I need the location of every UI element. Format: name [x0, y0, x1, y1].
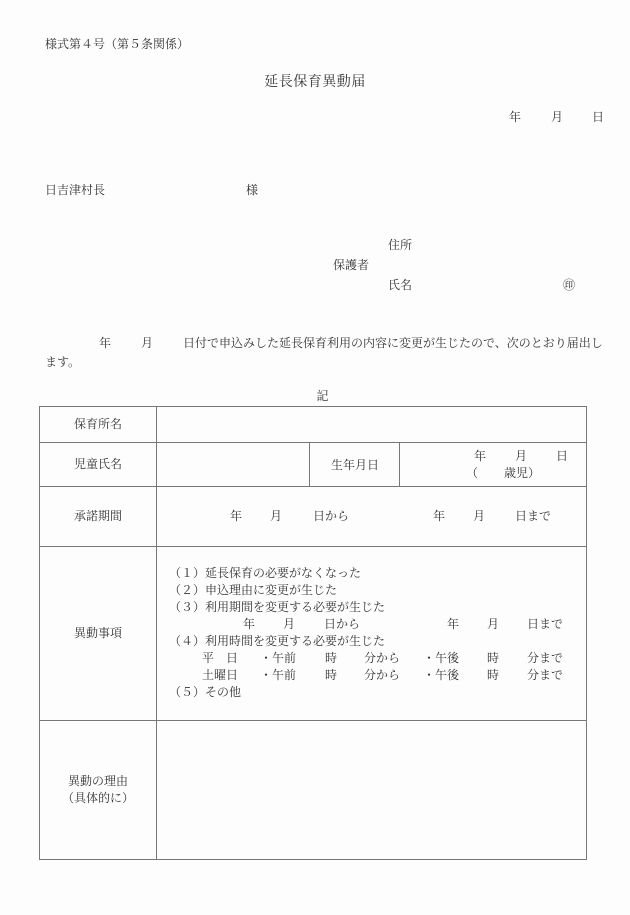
saturday-pm: ・午後	[423, 668, 460, 682]
weekday-am-hour: 時	[325, 651, 338, 665]
birth-date-field[interactable]	[399, 443, 586, 486]
change-item-1[interactable]: （１）延長保育の必要がなくなった	[169, 566, 362, 580]
body-text: 日付で申込みした延長保育利用の内容に変更が生じたので、次のとおり届出します。	[45, 336, 603, 369]
reason-label	[40, 721, 157, 859]
document-title: 延長保育異動届	[264, 74, 366, 90]
row-approval-period	[40, 487, 586, 547]
change-item-2[interactable]: （２）申込理由に変更が生じた	[169, 583, 338, 597]
period-from-year: 年	[243, 617, 256, 631]
weekday-am-min: 分から	[364, 651, 401, 665]
change-item-4[interactable]: （４）利用時間を変更する必要が生じた	[169, 634, 386, 648]
body-paragraph	[45, 334, 605, 372]
reason-field[interactable]	[157, 721, 586, 859]
period-from-month: 月	[283, 617, 296, 631]
name-label: 氏名	[388, 278, 413, 292]
date-year-label: 年	[509, 110, 522, 124]
period-to-day: 日まで	[527, 617, 564, 631]
date-day-label: 日	[592, 110, 605, 124]
approval-to-year: 年	[433, 509, 446, 523]
weekday-pm-min: 分まで	[527, 651, 564, 665]
saturday-pm-min: 分まで	[527, 668, 564, 682]
saturday-am-min: 分から	[364, 668, 401, 682]
addressee-honorific: 様	[246, 183, 259, 197]
saturday-pm-hour: 時	[487, 668, 500, 682]
body-month-label: 月	[141, 336, 154, 350]
weekday-pm: ・午後	[423, 651, 460, 665]
guardian-label: 保護者	[333, 258, 370, 272]
weekday-am: ・午前	[260, 651, 297, 665]
body-year-label: 年	[99, 336, 112, 350]
nursery-name-label: 保育所名	[40, 407, 157, 442]
birth-year-label: 年	[474, 449, 487, 463]
address-label: 住所	[388, 238, 413, 252]
weekday-label: 平 日	[202, 651, 239, 665]
saturday-label: 土曜日	[202, 668, 239, 682]
birth-date-label-cell	[309, 443, 400, 486]
reason-label-line2: （具体的に）	[61, 791, 134, 805]
change-items-field	[157, 547, 586, 720]
period-from-day: 日から	[324, 617, 361, 631]
period-to-year: 年	[447, 617, 460, 631]
addressee-name: 日吉津村長	[45, 183, 106, 197]
approval-to-month: 月	[473, 509, 486, 523]
child-name-label: 児童氏名	[40, 443, 157, 486]
reason-label-line1: 異動の理由	[67, 774, 128, 788]
age-suffix: 歳児）	[504, 466, 541, 480]
period-to-month: 月	[487, 617, 500, 631]
birth-day-label: 日	[556, 449, 569, 463]
row-nursery-name	[40, 407, 586, 443]
change-items-label: 異動事項	[40, 547, 157, 720]
row-reason	[40, 721, 586, 859]
birth-date-label: 生年月日	[330, 458, 379, 472]
change-item-3[interactable]: （３）利用期間を変更する必要が生じた	[169, 600, 386, 614]
ki-heading: 記	[316, 389, 329, 403]
saturday-am-hour: 時	[325, 668, 338, 682]
form-table	[39, 406, 587, 860]
weekday-pm-hour: 時	[487, 651, 500, 665]
birth-month-label: 月	[515, 449, 528, 463]
approval-to-day: 日まで	[515, 509, 552, 523]
approval-from-day: 日から	[313, 509, 350, 523]
approval-from-year: 年	[230, 509, 243, 523]
form-number: 様式第４号（第５条関係）	[45, 37, 190, 51]
nursery-name-field[interactable]	[157, 407, 586, 442]
child-name-field[interactable]	[157, 443, 309, 486]
age-open-paren: （	[466, 466, 479, 480]
approval-from-month: 月	[270, 509, 283, 523]
approval-period-label: 承諾期間	[40, 487, 157, 546]
date-month-label: 月	[551, 110, 564, 124]
change-item-5[interactable]: （５）その他	[169, 685, 242, 699]
approval-period-field[interactable]	[157, 487, 586, 546]
saturday-am: ・午前	[260, 668, 297, 682]
row-change-items	[40, 547, 586, 721]
seal-icon: ㊞	[563, 278, 576, 292]
row-child-name	[40, 443, 586, 487]
